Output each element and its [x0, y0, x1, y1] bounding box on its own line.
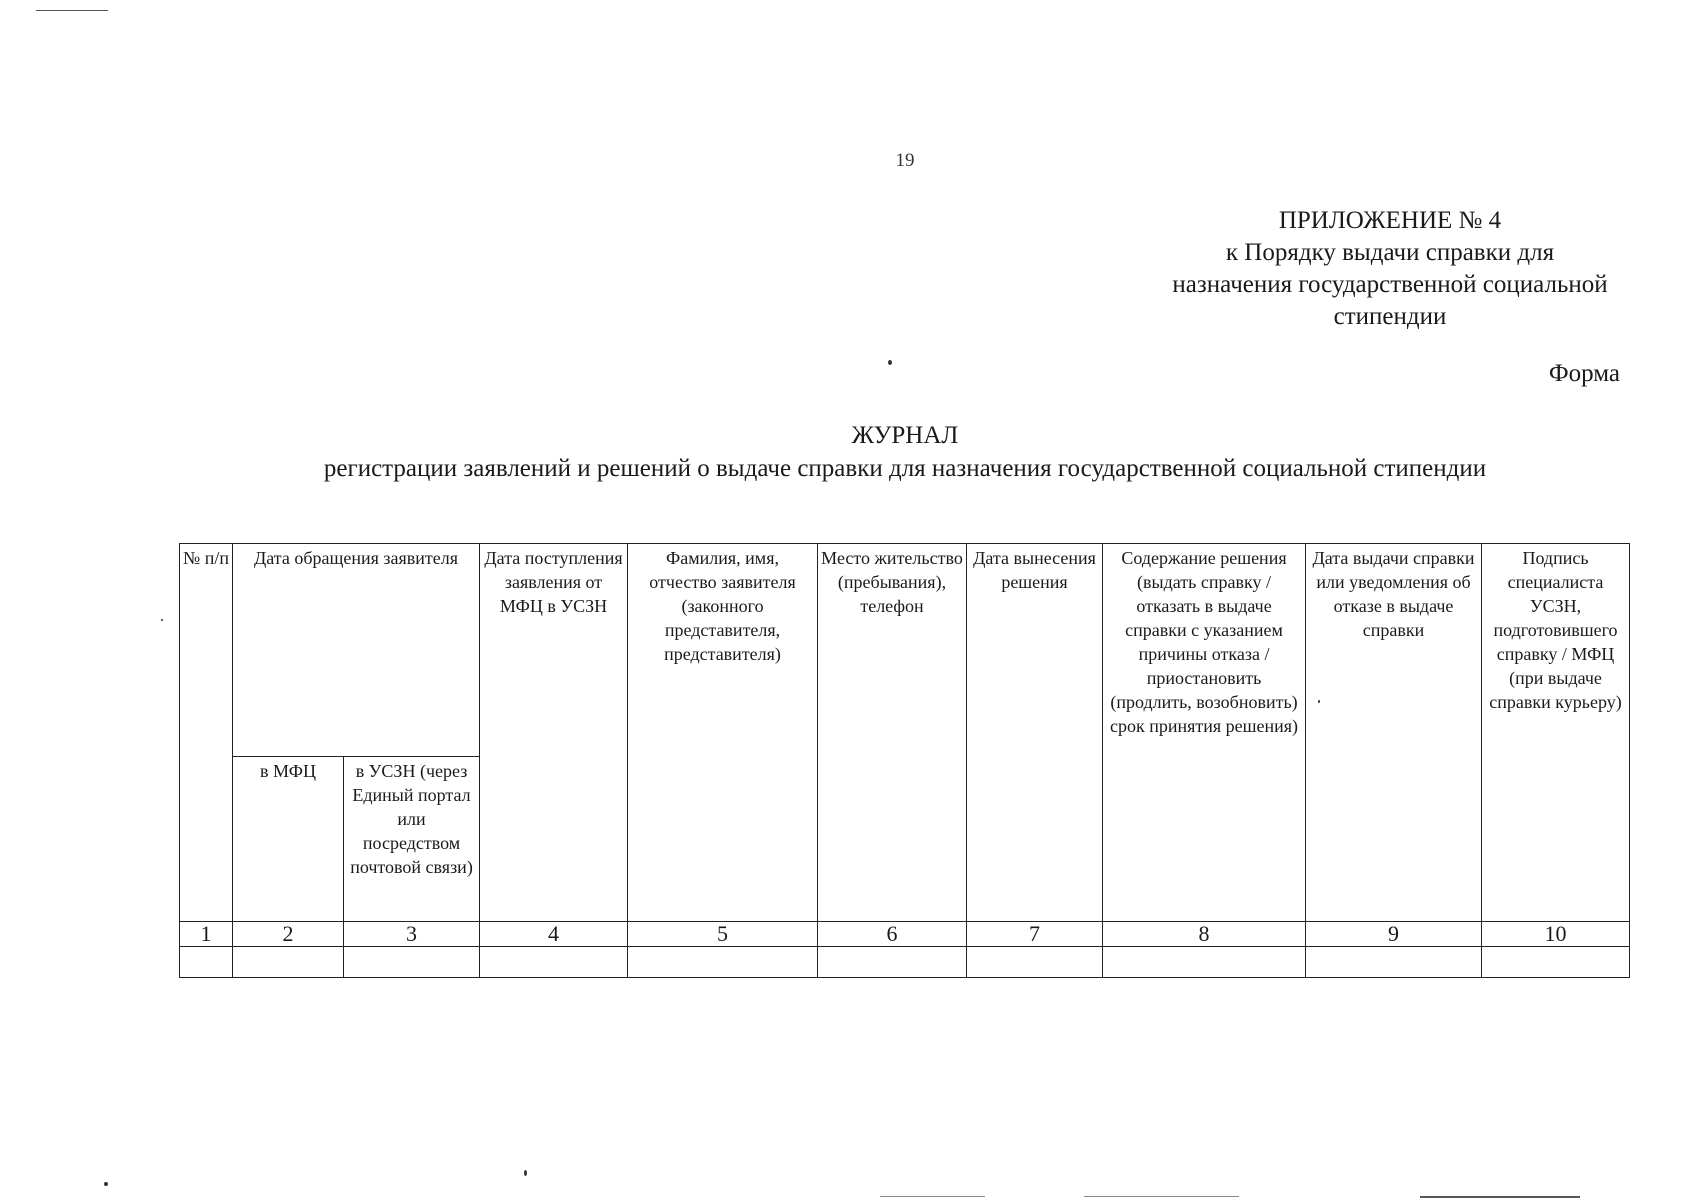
- column-number: 3: [344, 922, 480, 947]
- empty-cell[interactable]: [480, 947, 628, 978]
- empty-entry-row: [180, 947, 1630, 978]
- column-number: 2: [233, 922, 344, 947]
- form-label: Форма: [1548, 360, 1620, 387]
- appendix-line-2: к Порядку выдачи справки для: [1225, 239, 1555, 266]
- column-number: 5: [628, 922, 818, 947]
- empty-cell[interactable]: [628, 947, 818, 978]
- column-number: 7: [967, 922, 1103, 947]
- empty-cell[interactable]: [344, 947, 480, 978]
- header-applicant-name: Фамилия, имя, отчество заявителя (законного представителя, представителя): [628, 544, 818, 922]
- header-signature: Подпись специалиста УСЗН, подготовившего справку / МФЦ (при выдаче справки курьеру): [1482, 544, 1630, 922]
- appendix-line-4: стипендии: [1333, 303, 1447, 330]
- header-at-uszn: в УСЗН (через Единый портал или посредством почтовой связи): [344, 757, 480, 922]
- column-number: 8: [1103, 922, 1306, 947]
- header-application-date-group: Дата обращения заявителя: [233, 544, 480, 757]
- scan-speck: [888, 360, 892, 365]
- column-number: 1: [180, 922, 233, 947]
- empty-cell[interactable]: [180, 947, 233, 978]
- column-number: 4: [480, 922, 628, 947]
- empty-cell[interactable]: [233, 947, 344, 978]
- empty-cell[interactable]: [818, 947, 967, 978]
- top-left-scan-line: [36, 10, 108, 11]
- column-number: 9: [1306, 922, 1482, 947]
- header-number: № п/п: [180, 544, 233, 922]
- header-decision-date: Дата вынесения решения: [967, 544, 1103, 922]
- appendix-line-3: назначения государственной социальной: [1172, 271, 1608, 298]
- empty-cell[interactable]: [1306, 947, 1482, 978]
- empty-cell[interactable]: [1482, 947, 1630, 978]
- scan-speck: [104, 1182, 108, 1186]
- scan-speck: [1318, 700, 1320, 703]
- header-residence: Место жительство (пребывания), телефон: [818, 544, 967, 922]
- column-number: 6: [818, 922, 967, 947]
- scan-speck: [524, 1170, 527, 1176]
- scan-speck: [161, 619, 163, 621]
- column-number-row: [180, 922, 1630, 947]
- scan-line: [1420, 1196, 1580, 1198]
- journal-table: [179, 543, 1630, 978]
- header-at-mfc: в МФЦ: [233, 757, 344, 922]
- header-receipt-date: Дата поступления заявления от МФЦ в УСЗН: [480, 544, 628, 922]
- scan-line: [880, 1196, 985, 1197]
- appendix-line-1: ПРИЛОЖЕНИЕ № 4: [1278, 207, 1502, 234]
- journal-subtitle: регистрации заявлений и решений о выдаче справки для назначения государственной социальной стипендии: [323, 455, 1487, 482]
- appendix-block: [1130, 205, 1650, 333]
- journal-title: ЖУРНАЛ: [851, 422, 959, 449]
- column-number: 10: [1482, 922, 1630, 947]
- header-issue-date: Дата выдачи справки или уведомления об отказе в выдаче справки: [1306, 544, 1482, 922]
- empty-cell[interactable]: [967, 947, 1103, 978]
- page-number: 19: [895, 150, 915, 171]
- scan-line: [1084, 1196, 1239, 1197]
- empty-cell[interactable]: [1103, 947, 1306, 978]
- header-decision-content: Содержание решения (выдать справку / отказать в выдаче справки с указанием причины отказа / приостановить (продлить, возобновить) срок принятия решения): [1103, 544, 1306, 922]
